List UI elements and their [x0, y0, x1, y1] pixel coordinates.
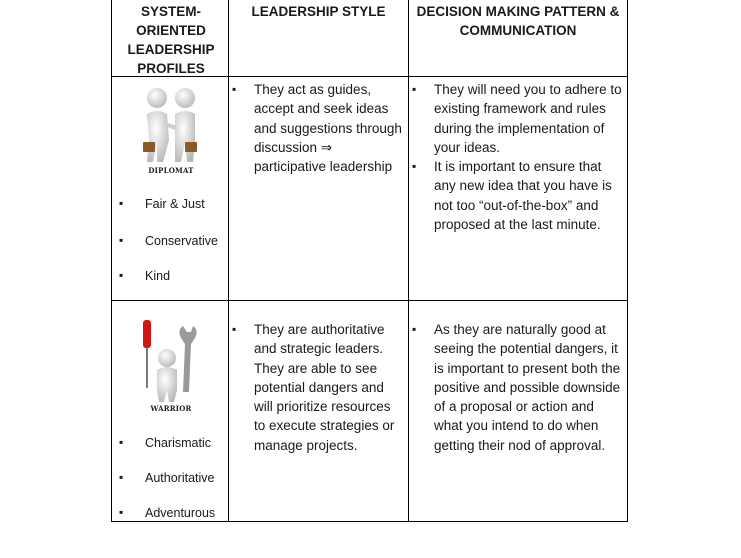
leadership-style-list — [228, 320, 402, 455]
header-leadership-style: LEADERSHIP STYLE — [251, 4, 386, 19]
header-profiles: SYSTEM-ORIENTED LEADERSHIP PROFILES — [127, 4, 215, 76]
leadership-style-list — [228, 80, 402, 176]
list-item: ▪ They are authoritative and strategic leaders. They are able to see potential dangers and will prioritize resources to execute strategies or manage projects. — [228, 320, 402, 455]
diplomat-illustration — [139, 84, 203, 178]
trait-item: ▪ Authoritative — [119, 470, 215, 485]
trait-item: ▪ Fair & Just — [119, 196, 205, 211]
figure-with-wrench-screwdriver-icon — [129, 320, 213, 404]
trait-item: ▪ Conservative — [119, 233, 218, 248]
decision-list — [408, 320, 622, 455]
trait-item: ▪ Kind — [119, 268, 171, 283]
trait-item: ▪ Adventurous — [119, 505, 216, 520]
list-item: ▪ They will need you to adhere to existing framework and rules during the implementation of your ideas. — [408, 80, 622, 157]
list-item: ▪ It is important to ensure that any new idea that you have is not too “out-of-the-box” and proposed at the last minute. — [408, 157, 622, 234]
profiles-table — [111, 0, 628, 522]
profile-caption: WARRIOR — [150, 404, 192, 413]
decision-list — [408, 80, 622, 234]
profile-caption: DIPLOMAT — [148, 166, 194, 175]
header-decision-communication: DECISION MAKING PATTERN & COMMUNICATION — [416, 4, 620, 38]
list-item: ▪ As they are naturally good at seeing the potential dangers, it is important to present both the positive and possible downside of a proposal or action and what you intend to do when getting their nod of approval. — [408, 320, 622, 455]
list-item: ▪ They act as guides, accept and seek ideas and suggestions through discussion ⇒ participative leadership — [228, 80, 402, 176]
warrior-illustration — [129, 320, 213, 416]
trait-item: ▪ Charismatic — [119, 435, 211, 450]
handshake-figures-icon — [139, 84, 203, 166]
